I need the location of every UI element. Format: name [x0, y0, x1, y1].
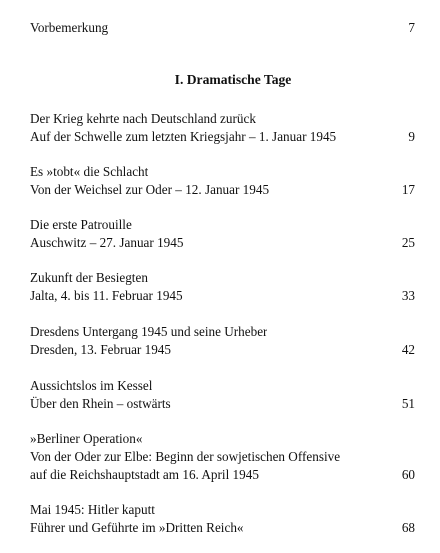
page-number: 9 — [408, 129, 415, 144]
toc-line — [30, 163, 415, 181]
page-number: 33 — [401, 288, 415, 303]
page-number: 7 — [408, 20, 415, 35]
page-number: 17 — [401, 182, 415, 197]
toc-entry — [30, 110, 415, 146]
entry-subtitle: Über den Rhein – ostwärts — [30, 396, 171, 411]
entry-title: Vorbemerkung — [30, 20, 109, 35]
toc-line — [30, 341, 415, 359]
toc-line — [30, 448, 415, 466]
toc-line — [30, 269, 415, 287]
entry-title: Der Krieg kehrte nach Deutschland zurück — [30, 111, 256, 126]
toc-entry — [30, 501, 415, 537]
toc-line — [30, 430, 415, 448]
toc-entry-preface — [30, 19, 415, 37]
toc-entry — [30, 269, 415, 305]
toc-line — [30, 234, 415, 252]
toc-entry — [30, 163, 415, 199]
page-number: 25 — [401, 235, 415, 250]
toc-line — [30, 395, 415, 413]
toc-line — [30, 110, 415, 128]
entry-subtitle: Von der Weichsel zur Oder – 12. Januar 1945 — [30, 182, 270, 197]
entry-subtitle: Führer und Geführte im »Dritten Reich« — [30, 520, 244, 535]
toc-entry — [30, 377, 415, 413]
entry-title: Mai 1945: Hitler kaputt — [30, 502, 155, 517]
entry-title: Dresdens Untergang 1945 und seine Urheber — [30, 324, 268, 339]
toc-line — [30, 323, 415, 341]
toc-line — [30, 519, 415, 537]
page-number: 68 — [401, 520, 415, 535]
entry-subtitle: Von der Oder zur Elbe: Beginn der sowjetischen Offensive — [30, 449, 341, 464]
toc-line — [30, 19, 415, 37]
toc-line — [30, 128, 415, 146]
toc-line — [30, 216, 415, 234]
entry-title: Die erste Patrouille — [30, 217, 132, 232]
entry-subtitle-continued: auf die Reichshauptstadt am 16. April 1945 — [30, 467, 259, 482]
toc-line — [30, 501, 415, 519]
page-number: 60 — [401, 467, 415, 482]
entry-subtitle: Auschwitz – 27. Januar 1945 — [30, 235, 184, 250]
entry-title: Zukunft der Besiegten — [30, 270, 148, 285]
entry-title: Aussichtslos im Kessel — [30, 378, 153, 393]
toc-line — [30, 287, 415, 305]
toc-entry — [30, 323, 415, 359]
toc-line — [30, 466, 415, 484]
entry-title: Es »tobt« die Schlacht — [30, 164, 149, 179]
toc-line — [30, 377, 415, 395]
section-heading: I. Dramatische Tage — [174, 72, 292, 87]
entry-subtitle: Jalta, 4. bis 11. Februar 1945 — [30, 288, 183, 303]
toc-entry — [30, 216, 415, 252]
toc-line — [30, 181, 415, 199]
toc-entry — [30, 430, 415, 484]
entry-subtitle: Dresden, 13. Februar 1945 — [30, 342, 171, 357]
entry-subtitle: Auf der Schwelle zum letzten Kriegsjahr – 1. Januar 1945 — [30, 129, 337, 144]
entry-title: »Berliner Operation« — [30, 431, 143, 446]
page-number: 51 — [401, 396, 415, 411]
page-number: 42 — [401, 342, 415, 357]
